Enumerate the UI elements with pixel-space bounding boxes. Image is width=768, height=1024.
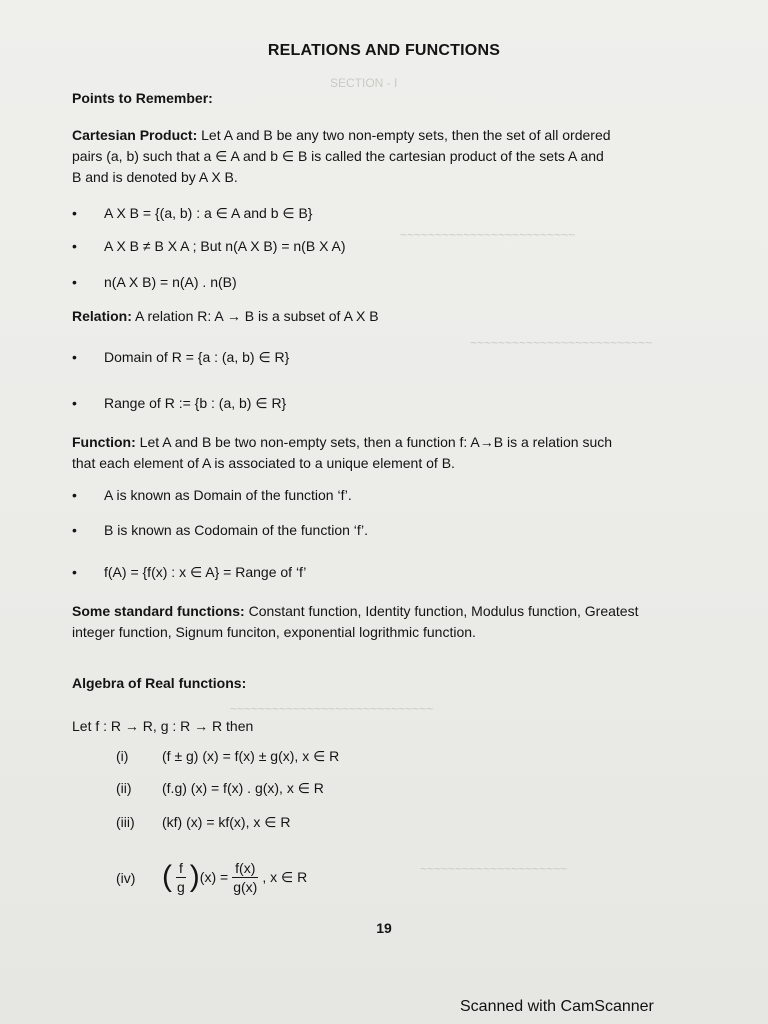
algebra-intro: Let f : R → R, g : R → R then <box>72 718 254 734</box>
function-bullet-codomain: B is known as Codomain of the function ‘f’. <box>104 522 369 538</box>
page-number: 19 <box>376 920 392 936</box>
bullet-icon: • <box>72 564 77 580</box>
bleed-through-text: ~~~~~~~~~~~~~~~~~~~~~~~~~~ <box>470 336 653 350</box>
cartesian-line3: B and is denoted by A X B. <box>72 169 238 185</box>
relation-paragraph <box>72 306 684 327</box>
bullet-icon: • <box>72 349 77 365</box>
item-number: (ii) <box>116 780 132 796</box>
item-number: (iv) <box>116 870 136 886</box>
bleed-through-text: ~~~~~~~~~~~~~~~~~~~~~ <box>420 862 568 876</box>
relation-domain: Domain of R = {a : (a, b) ∈ R} <box>104 349 290 365</box>
item-number: (iii) <box>116 814 135 830</box>
standard-label: Some standard functions: <box>72 603 245 619</box>
relation-label: Relation: <box>72 308 132 324</box>
points-heading: Points to Remember: <box>72 90 213 106</box>
standard-functions-paragraph <box>72 601 684 643</box>
function-paragraph <box>72 432 684 474</box>
cartesian-bullet-2: A X B ≠ B X A ; But n(A X B) = n(B X A) <box>104 238 346 254</box>
standard-line2: integer function, Signum funciton, exponential logrithmic function. <box>72 624 476 640</box>
scanner-watermark: Scanned with CamScanner <box>460 998 654 1015</box>
bleed-through-text: ~~~~~~~~~~~~~~~~~~~~~~~~~~~~~ <box>230 702 434 716</box>
item-expression: (f ± g) (x) = f(x) ± g(x), x ∈ R <box>162 748 340 764</box>
function-bullet-range: f(A) = {f(x) : x ∈ A} = Range of ‘f’ <box>104 564 307 580</box>
function-label: Function: <box>72 434 136 450</box>
bullet-icon: • <box>72 487 77 503</box>
bullet-icon: • <box>72 205 77 221</box>
relation-range: Range of R := {b : (a, b) ∈ R} <box>104 395 287 411</box>
cartesian-line2: pairs (a, b) such that a ∈ A and b ∈ B is called the cartesian product of the sets A and <box>72 148 604 164</box>
function-bullet-domain: A is known as Domain of the function ‘f’. <box>104 487 352 503</box>
function-line2: that each element of A is associated to a unique element of B. <box>72 455 455 471</box>
quotient-tail: , x ∈ R <box>262 868 308 885</box>
quotient-fraction: $\frac{f}{g}$ <box>177 859 185 895</box>
item-expression: (f.g) (x) = f(x) . g(x), x ∈ R <box>162 780 324 796</box>
bleed-through-text: ~~~~~~~~~~~~~~~~~~~~~~~~~ <box>400 228 576 242</box>
bleed-through-text: SECTION - I <box>330 76 398 90</box>
algebra-heading: Algebra of Real functions: <box>72 675 247 691</box>
cartesian-bullet-1: A X B = {(a, b) : a ∈ A and b ∈ B} <box>104 205 313 221</box>
function-line1: Let A and B be two non-empty sets, then a function f: A→B is a relation such <box>135 434 613 450</box>
cartesian-label: Cartesian Product: <box>72 127 198 143</box>
item-expression: (kf) (x) = kf(x), x ∈ R <box>162 814 291 830</box>
quotient-mid: (x) = <box>199 869 229 885</box>
standard-line1: Constant function, Identity function, Modulus function, Greatest <box>244 603 639 619</box>
quotient-expression: ( $\frac{f}{g}$ ) (x) = $\frac{f(x)}{g(x)}$ , x ∈ R <box>162 859 308 895</box>
quotient-value-fraction: $\frac{f(x)}{g(x)}$ <box>233 859 258 895</box>
bullet-icon: • <box>72 274 77 290</box>
bullet-icon: • <box>72 238 77 254</box>
item-number: (i) <box>116 748 129 764</box>
bullet-icon: • <box>72 395 77 411</box>
relation-text: A relation R: A → B is a subset of A X B <box>131 308 379 324</box>
cartesian-line1: Let A and B be any two non-empty sets, then the set of all ordered <box>197 127 611 143</box>
page-title: RELATIONS AND FUNCTIONS <box>267 42 501 59</box>
bullet-icon: • <box>72 522 77 538</box>
cartesian-bullet-3: n(A X B) = n(A) . n(B) <box>104 274 237 290</box>
cartesian-paragraph <box>72 125 684 188</box>
